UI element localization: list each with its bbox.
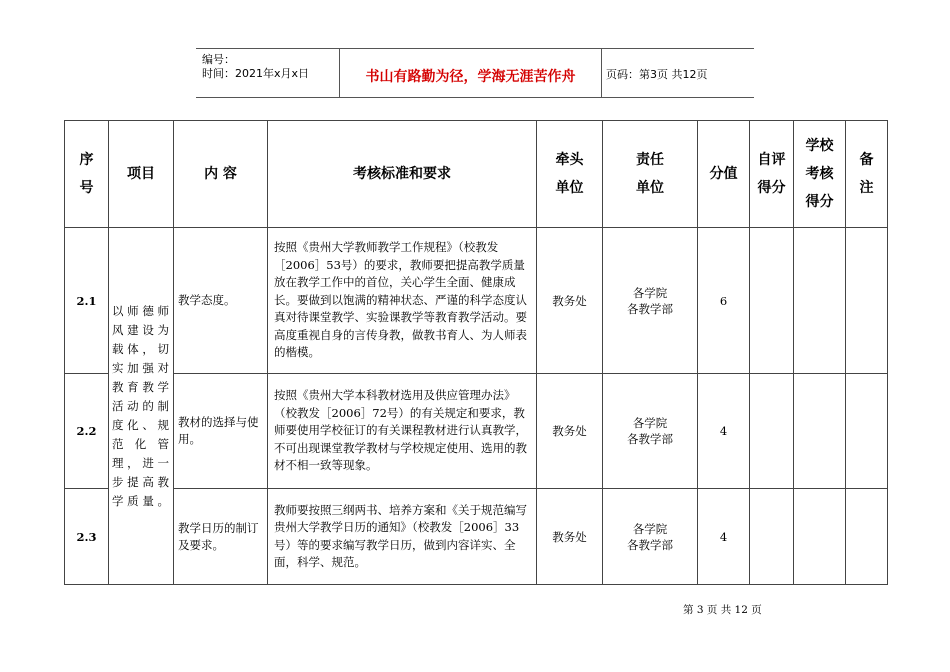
row-score: 6 (698, 228, 750, 374)
header-seq: 序号 (65, 121, 109, 228)
document-time-label: 时间：2021年x月x日 (202, 67, 310, 80)
row-standard: 按照《贵州大学本科教材选用及供应管理办法》（校教发［2006］72号）的有关规定和要求，教师要使用学校征订的有关课程教材进行认真教学，不可出现课堂教学教材与学校规定使用、选用的教材不相一致等现象。 (268, 374, 537, 489)
row-standard: 按照《贵州大学教师教学工作规程》（校教发［2006］53号）的要求，教师要把提高教学质量放在教学工作中的首位，关心学生全面、健康成长。要做到以饱满的精神状态、严谨的科学态度认真对待课堂教学、实验课教学等教育教学活动。要高度重视自身的言传身教，做教书育人、为人师表的楷模。 (268, 228, 537, 374)
row-resp-unit (603, 228, 698, 374)
row-self-score (750, 374, 794, 489)
header-self-score: 自评得分 (750, 121, 794, 228)
row-seq: 2.3 (65, 489, 109, 585)
row-resp-unit (603, 489, 698, 585)
row-score: 4 (698, 374, 750, 489)
row-lead-unit: 教务处 (537, 489, 603, 585)
header-left-cell (196, 49, 340, 97)
table-header-row (65, 121, 888, 228)
header-content: 内 容 (174, 121, 268, 228)
header-resp-unit: 责任单位 (603, 121, 698, 228)
row-lead-unit: 教务处 (537, 228, 603, 374)
document-number-label: 编号： (202, 53, 235, 66)
resp-unit-dept: 各教学部 (627, 432, 673, 446)
page-footer: 第 3 页 共 12 页 (683, 604, 762, 616)
row-seq: 2.1 (65, 228, 109, 374)
row-content: 教学态度。 (174, 228, 268, 374)
header-standard: 考核标准和要求 (268, 121, 537, 228)
project-cell: 以师德师风建设为载体，切实加强对教育教学活动的制度化、规范化管理，进一步提高教学质量。 (109, 228, 174, 585)
row-school-score (794, 489, 846, 585)
row-score: 4 (698, 489, 750, 585)
header-school-score: 学校考核得分 (794, 121, 846, 228)
header-score: 分值 (698, 121, 750, 228)
assessment-table (64, 120, 888, 585)
row-school-score (794, 374, 846, 489)
header-page-label: 页码：第3页 共12页 (606, 68, 708, 81)
row-note (846, 228, 888, 374)
row-content: 教学日历的制订及要求。 (174, 489, 268, 585)
row-self-score (750, 489, 794, 585)
row-note (846, 374, 888, 489)
header-note: 备注 (846, 121, 888, 228)
resp-unit-college: 各学院 (632, 416, 668, 430)
resp-unit-college: 各学院 (632, 285, 668, 300)
resp-unit-dept: 各教学部 (627, 301, 673, 316)
row-self-score (750, 228, 794, 374)
header-right-cell (602, 49, 754, 97)
row-school-score (794, 228, 846, 374)
resp-unit-dept: 各教学部 (627, 537, 673, 552)
header-lead-unit: 牵头单位 (537, 121, 603, 228)
page-header (196, 48, 754, 98)
resp-unit-college: 各学院 (632, 521, 668, 536)
row-note (846, 489, 888, 585)
table-row (65, 228, 888, 374)
table-row (65, 489, 888, 585)
row-standard: 教师要按照三纲两书、培养方案和《关于规范编写贵州大学教学日历的通知》（校教发［2006］33号）等的要求编写教学日历，做到内容详实、全面，科学、规范。 (268, 489, 537, 585)
row-content: 教材的选择与使用。 (174, 374, 268, 489)
table-row (65, 374, 888, 489)
header-project: 项目 (109, 121, 174, 228)
header-middle-cell (340, 49, 602, 97)
row-seq: 2.2 (65, 374, 109, 489)
row-resp-unit (603, 374, 698, 489)
row-lead-unit: 教务处 (537, 374, 603, 489)
header-motto: 书山有路勤为径，学海无涯苦作舟 (365, 69, 576, 85)
